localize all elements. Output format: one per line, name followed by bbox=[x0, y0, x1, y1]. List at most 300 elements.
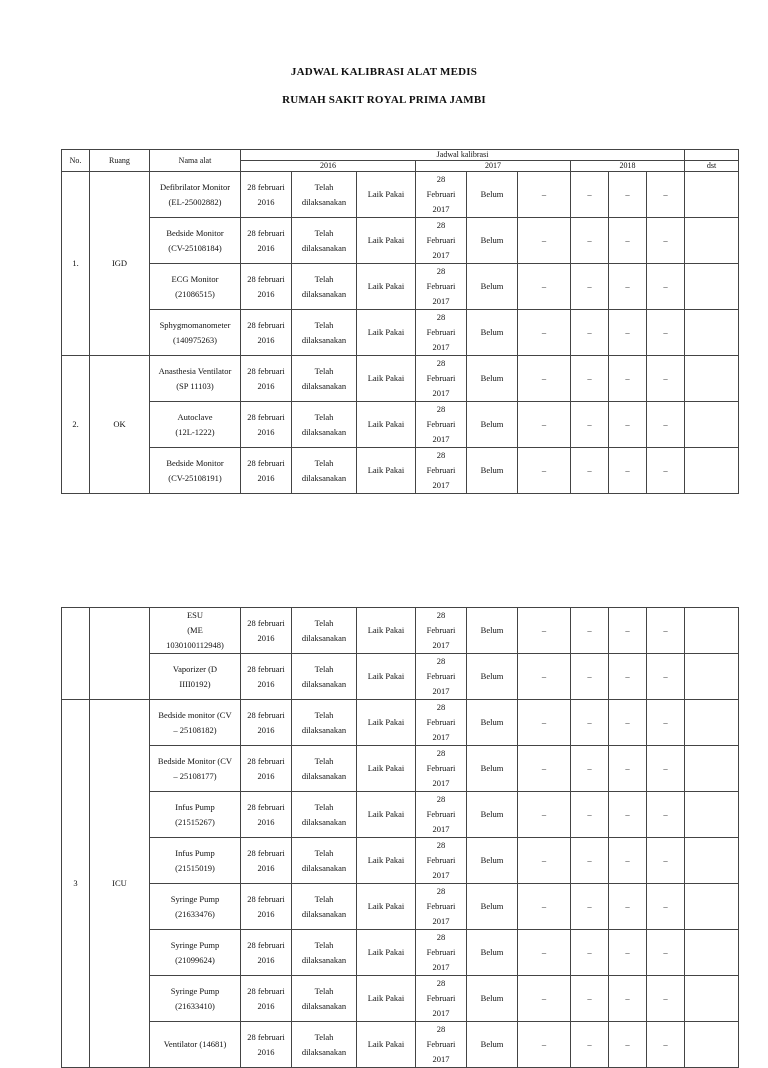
cell-dash: – bbox=[518, 792, 571, 838]
cell-dash: – bbox=[571, 448, 609, 494]
status-line: dilaksanakan bbox=[301, 380, 347, 391]
nama-alat-line: Bedside monitor (CV bbox=[158, 709, 232, 720]
date-line: 28 februari bbox=[247, 1031, 285, 1042]
cell-result: Laik Pakai bbox=[357, 310, 416, 356]
cell-dash: – bbox=[518, 1022, 571, 1068]
cell-dst-empty bbox=[685, 608, 739, 654]
cell-dash: – bbox=[609, 608, 647, 654]
cell-status-2017: Belum bbox=[467, 608, 518, 654]
date-line: 28 februari bbox=[247, 663, 285, 674]
nama-alat-line: (CV-25108184) bbox=[168, 242, 222, 253]
cell-dash: – bbox=[518, 264, 571, 310]
date-line: Februari bbox=[426, 419, 456, 429]
cell-dash: – bbox=[571, 792, 609, 838]
nama-alat-line: (21633476) bbox=[175, 908, 215, 919]
date-line: 28 bbox=[436, 312, 446, 322]
date-line: 28 bbox=[436, 702, 446, 712]
date-line: 28 bbox=[436, 610, 446, 620]
cell-date-2017 bbox=[416, 608, 467, 654]
cell-dst-empty bbox=[685, 1022, 739, 1068]
date-line: 2016 bbox=[257, 908, 275, 919]
cell-nama-alat bbox=[150, 700, 241, 746]
table-row bbox=[62, 218, 739, 264]
cell-dash: – bbox=[571, 218, 609, 264]
cell-dash: – bbox=[571, 172, 609, 218]
cell-dash: – bbox=[647, 356, 685, 402]
cell-dst-empty bbox=[685, 838, 739, 884]
cell-nama-alat bbox=[150, 356, 241, 402]
table-row bbox=[62, 838, 739, 884]
nama-alat-line: Bedside Monitor bbox=[166, 227, 224, 238]
date-line: 28 bbox=[436, 404, 446, 414]
nama-alat-line: (ME bbox=[187, 625, 203, 635]
date-line: Februari bbox=[426, 1039, 456, 1049]
date-line: 28 bbox=[436, 450, 446, 460]
nama-alat-line: Autoclave bbox=[177, 411, 213, 422]
header-year-2017: 2017 bbox=[416, 161, 571, 172]
cell-dash: – bbox=[609, 1022, 647, 1068]
cell-no: 3 bbox=[62, 700, 90, 1068]
cell-dst-empty bbox=[685, 448, 739, 494]
nama-alat-line: Bedside Monitor (CV bbox=[157, 755, 233, 766]
cell-dash: – bbox=[609, 792, 647, 838]
date-line: Februari bbox=[426, 189, 456, 199]
cell-dash: – bbox=[647, 402, 685, 448]
cell-nama-alat bbox=[150, 746, 241, 792]
cell-status-2017: Belum bbox=[467, 448, 518, 494]
cell-ruang: IGD bbox=[90, 172, 150, 356]
date-line: Februari bbox=[426, 671, 456, 681]
cell-dash: – bbox=[518, 172, 571, 218]
nama-alat-line: Infus Pump bbox=[175, 847, 215, 858]
cell-date-2017 bbox=[416, 838, 467, 884]
status-line: dilaksanakan bbox=[301, 816, 347, 827]
header-nama-alat: Nama alat bbox=[150, 150, 241, 172]
date-line: 28 februari bbox=[247, 985, 285, 996]
date-line: 2017 bbox=[432, 480, 450, 490]
nama-alat-line: Defibrilator Monitor bbox=[159, 181, 231, 192]
cell-dash: – bbox=[518, 838, 571, 884]
cell-result: Laik Pakai bbox=[357, 608, 416, 654]
nama-alat-line: (EL-25002882) bbox=[168, 196, 222, 207]
nama-alat-line: (21515267) bbox=[175, 816, 215, 827]
cell-status-2016 bbox=[292, 356, 357, 402]
cell-result: Laik Pakai bbox=[357, 264, 416, 310]
cell-date-2017 bbox=[416, 976, 467, 1022]
cell-no: 2. bbox=[62, 356, 90, 494]
cell-result: Laik Pakai bbox=[357, 838, 416, 884]
date-line: 28 februari bbox=[247, 365, 285, 376]
status-line: Telah bbox=[314, 411, 334, 422]
cell-dash: – bbox=[647, 448, 685, 494]
cell-status-2017: Belum bbox=[467, 930, 518, 976]
cell-status-2017: Belum bbox=[467, 264, 518, 310]
status-line: dilaksanakan bbox=[301, 632, 347, 643]
cell-dash: – bbox=[518, 448, 571, 494]
cell-nama-alat bbox=[150, 218, 241, 264]
cell-nama-alat bbox=[150, 1022, 241, 1068]
cell-result: Laik Pakai bbox=[357, 1022, 416, 1068]
cell-dash: – bbox=[571, 1022, 609, 1068]
cell-dash: – bbox=[609, 264, 647, 310]
status-line: Telah bbox=[314, 227, 334, 238]
date-line: 2016 bbox=[257, 288, 275, 299]
cell-nama-alat bbox=[150, 792, 241, 838]
cell-result: Laik Pakai bbox=[357, 884, 416, 930]
status-line: dilaksanakan bbox=[301, 1046, 347, 1057]
status-line: Telah bbox=[314, 709, 334, 720]
cell-dash: – bbox=[518, 356, 571, 402]
cell-dash: – bbox=[609, 930, 647, 976]
cell-result: Laik Pakai bbox=[357, 172, 416, 218]
nama-alat-line: Anasthesia Ventilator bbox=[158, 365, 232, 376]
date-line: Februari bbox=[426, 625, 456, 635]
nama-alat-line: Syringe Pump bbox=[170, 939, 220, 950]
cell-dash: – bbox=[518, 700, 571, 746]
header-blank bbox=[685, 150, 739, 161]
date-line: Februari bbox=[426, 373, 456, 383]
cell-date-2016 bbox=[241, 746, 292, 792]
nama-alat-line: ECG Monitor bbox=[171, 273, 219, 284]
date-line: 2016 bbox=[257, 678, 275, 689]
cell-dash: – bbox=[609, 448, 647, 494]
date-line: 28 februari bbox=[247, 755, 285, 766]
cell-status-2017: Belum bbox=[467, 838, 518, 884]
nama-alat-line: Ventilator (14681) bbox=[163, 1039, 227, 1049]
status-line: Telah bbox=[314, 181, 334, 192]
cell-date-2017 bbox=[416, 218, 467, 264]
cell-dash: – bbox=[518, 884, 571, 930]
date-line: Februari bbox=[426, 465, 456, 475]
cell-status-2017: Belum bbox=[467, 792, 518, 838]
date-line: 2017 bbox=[432, 204, 450, 214]
date-line: Februari bbox=[426, 947, 456, 957]
cell-status-2016 bbox=[292, 402, 357, 448]
date-line: 2016 bbox=[257, 472, 275, 483]
table-row bbox=[62, 792, 739, 838]
date-line: 28 bbox=[436, 748, 446, 758]
cell-dash: – bbox=[518, 608, 571, 654]
cell-dash: – bbox=[571, 310, 609, 356]
status-line: Telah bbox=[314, 663, 334, 674]
date-line: 2017 bbox=[432, 250, 450, 260]
status-line: Telah bbox=[314, 985, 334, 996]
nama-alat-line: Syringe Pump bbox=[170, 985, 220, 996]
date-line: 2016 bbox=[257, 770, 275, 781]
table-row bbox=[62, 746, 739, 792]
cell-dst-empty bbox=[685, 746, 739, 792]
cell-date-2016 bbox=[241, 700, 292, 746]
cell-date-2017 bbox=[416, 264, 467, 310]
cell-date-2017 bbox=[416, 356, 467, 402]
table-body bbox=[62, 608, 739, 1068]
cell-dst-empty bbox=[685, 172, 739, 218]
cell-status-2017: Belum bbox=[467, 1022, 518, 1068]
cell-date-2017 bbox=[416, 792, 467, 838]
cell-dash: – bbox=[609, 884, 647, 930]
nama-alat-line: 1030100112948) bbox=[166, 640, 224, 650]
cell-dst-empty bbox=[685, 884, 739, 930]
date-line: 28 februari bbox=[247, 617, 285, 628]
date-line: 2017 bbox=[432, 434, 450, 444]
cell-date-2017 bbox=[416, 448, 467, 494]
date-line: 2016 bbox=[257, 954, 275, 965]
date-line: Februari bbox=[426, 717, 456, 727]
cell-dst-empty bbox=[685, 792, 739, 838]
status-line: Telah bbox=[314, 457, 334, 468]
cell-status-2017: Belum bbox=[467, 746, 518, 792]
date-line: 28 bbox=[436, 1024, 446, 1034]
date-line: 2016 bbox=[257, 724, 275, 735]
date-line: 2016 bbox=[257, 196, 275, 207]
cell-status-2016 bbox=[292, 838, 357, 884]
table-row bbox=[62, 264, 739, 310]
table-row bbox=[62, 310, 739, 356]
date-line: 28 bbox=[436, 840, 446, 850]
date-line: 28 bbox=[436, 174, 446, 184]
cell-date-2016 bbox=[241, 792, 292, 838]
cell-dash: – bbox=[609, 356, 647, 402]
cell-dash: – bbox=[647, 700, 685, 746]
cell-dst-empty bbox=[685, 218, 739, 264]
cell-status-2016 bbox=[292, 172, 357, 218]
status-line: Telah bbox=[314, 1031, 334, 1042]
date-line: 28 februari bbox=[247, 801, 285, 812]
cell-date-2016 bbox=[241, 310, 292, 356]
cell-dash: – bbox=[571, 930, 609, 976]
cell-dash: – bbox=[647, 264, 685, 310]
date-line: 2016 bbox=[257, 426, 275, 437]
table-row bbox=[62, 976, 739, 1022]
cell-date-2017 bbox=[416, 654, 467, 700]
cell-dash: – bbox=[647, 838, 685, 884]
status-line: dilaksanakan bbox=[301, 426, 347, 437]
cell-dash: – bbox=[571, 838, 609, 884]
status-line: dilaksanakan bbox=[301, 954, 347, 965]
cell-nama-alat bbox=[150, 930, 241, 976]
nama-alat-line: (21515019) bbox=[175, 862, 215, 873]
cell-date-2016 bbox=[241, 976, 292, 1022]
date-line: 2016 bbox=[257, 1000, 275, 1011]
cell-ruang: OK bbox=[90, 356, 150, 494]
cell-dash: – bbox=[518, 976, 571, 1022]
date-line: 2017 bbox=[432, 1008, 450, 1018]
status-line: Telah bbox=[314, 319, 334, 330]
cell-status-2016 bbox=[292, 792, 357, 838]
cell-date-2016 bbox=[241, 608, 292, 654]
cell-date-2016 bbox=[241, 356, 292, 402]
cell-dash: – bbox=[647, 172, 685, 218]
cell-dst-empty bbox=[685, 356, 739, 402]
status-line: Telah bbox=[314, 801, 334, 812]
cell-status-2017: Belum bbox=[467, 654, 518, 700]
date-line: 28 februari bbox=[247, 319, 285, 330]
cell-date-2017 bbox=[416, 1022, 467, 1068]
date-line: 28 bbox=[436, 886, 446, 896]
cell-date-2016 bbox=[241, 264, 292, 310]
cell-no bbox=[62, 608, 90, 700]
status-line: dilaksanakan bbox=[301, 678, 347, 689]
date-line: 2017 bbox=[432, 296, 450, 306]
status-line: dilaksanakan bbox=[301, 288, 347, 299]
table-row bbox=[62, 402, 739, 448]
date-line: 2016 bbox=[257, 1046, 275, 1057]
calibration-table-page-1 bbox=[61, 149, 739, 494]
nama-alat-line: Sphygmomanometer bbox=[159, 319, 231, 330]
cell-date-2016 bbox=[241, 838, 292, 884]
cell-dash: – bbox=[647, 792, 685, 838]
cell-dash: – bbox=[571, 356, 609, 402]
cell-result: Laik Pakai bbox=[357, 654, 416, 700]
cell-status-2017: Belum bbox=[467, 310, 518, 356]
cell-date-2017 bbox=[416, 930, 467, 976]
table-row bbox=[62, 608, 739, 654]
table-row bbox=[62, 884, 739, 930]
cell-result: Laik Pakai bbox=[357, 218, 416, 264]
cell-dash: – bbox=[609, 218, 647, 264]
cell-date-2017 bbox=[416, 402, 467, 448]
cell-dash: – bbox=[571, 608, 609, 654]
cell-date-2016 bbox=[241, 930, 292, 976]
cell-date-2016 bbox=[241, 884, 292, 930]
cell-dash: – bbox=[609, 402, 647, 448]
cell-dash: – bbox=[571, 402, 609, 448]
cell-result: Laik Pakai bbox=[357, 792, 416, 838]
header-jadwal-kalibrasi: Jadwal kalibrasi bbox=[241, 150, 685, 161]
cell-date-2017 bbox=[416, 746, 467, 792]
date-line: Februari bbox=[426, 901, 456, 911]
cell-dash: – bbox=[518, 654, 571, 700]
cell-dash: – bbox=[647, 746, 685, 792]
cell-status-2017: Belum bbox=[467, 976, 518, 1022]
cell-result: Laik Pakai bbox=[357, 746, 416, 792]
cell-status-2016 bbox=[292, 700, 357, 746]
date-line: 28 februari bbox=[247, 457, 285, 468]
cell-status-2016 bbox=[292, 264, 357, 310]
date-line: Februari bbox=[426, 763, 456, 773]
cell-dash: – bbox=[609, 746, 647, 792]
cell-status-2017: Belum bbox=[467, 172, 518, 218]
cell-dst-empty bbox=[685, 654, 739, 700]
status-line: Telah bbox=[314, 273, 334, 284]
cell-status-2016 bbox=[292, 746, 357, 792]
cell-dash: – bbox=[518, 930, 571, 976]
nama-alat-line: – 25108182) bbox=[173, 724, 217, 735]
date-line: Februari bbox=[426, 855, 456, 865]
cell-dash: – bbox=[609, 700, 647, 746]
cell-dst-empty bbox=[685, 700, 739, 746]
cell-status-2016 bbox=[292, 608, 357, 654]
status-line: Telah bbox=[314, 847, 334, 858]
nama-alat-line: Infus Pump bbox=[175, 801, 215, 812]
date-line: 28 bbox=[436, 932, 446, 942]
date-line: 2016 bbox=[257, 334, 275, 345]
cell-status-2016 bbox=[292, 976, 357, 1022]
date-line: Februari bbox=[426, 281, 456, 291]
date-line: 28 bbox=[436, 794, 446, 804]
status-line: dilaksanakan bbox=[301, 196, 347, 207]
date-line: 28 februari bbox=[247, 847, 285, 858]
date-line: 2017 bbox=[432, 342, 450, 352]
cell-dash: – bbox=[647, 976, 685, 1022]
date-line: 2017 bbox=[432, 962, 450, 972]
status-line: dilaksanakan bbox=[301, 770, 347, 781]
cell-date-2017 bbox=[416, 172, 467, 218]
status-line: dilaksanakan bbox=[301, 472, 347, 483]
cell-dash: – bbox=[609, 976, 647, 1022]
date-line: 2016 bbox=[257, 632, 275, 643]
cell-status-2016 bbox=[292, 1022, 357, 1068]
table-row bbox=[62, 356, 739, 402]
nama-alat-line: Bedside Monitor bbox=[166, 457, 224, 468]
cell-nama-alat bbox=[150, 448, 241, 494]
table-body bbox=[62, 172, 739, 494]
cell-status-2016 bbox=[292, 884, 357, 930]
date-line: 2017 bbox=[432, 686, 450, 696]
status-line: dilaksanakan bbox=[301, 334, 347, 345]
cell-date-2016 bbox=[241, 402, 292, 448]
cell-date-2017 bbox=[416, 700, 467, 746]
cell-date-2016 bbox=[241, 172, 292, 218]
date-line: 28 februari bbox=[247, 273, 285, 284]
cell-dash: – bbox=[571, 884, 609, 930]
cell-status-2017: Belum bbox=[467, 884, 518, 930]
header-year-2016: 2016 bbox=[241, 161, 416, 172]
cell-dash: – bbox=[609, 654, 647, 700]
cell-status-2017: Belum bbox=[467, 356, 518, 402]
nama-alat-line: IIII0192) bbox=[179, 678, 211, 689]
cell-dash: – bbox=[571, 654, 609, 700]
date-line: 2016 bbox=[257, 242, 275, 253]
date-line: 28 februari bbox=[247, 709, 285, 720]
cell-dash: – bbox=[518, 402, 571, 448]
date-line: 2017 bbox=[432, 388, 450, 398]
date-line: Februari bbox=[426, 327, 456, 337]
cell-dash: – bbox=[647, 1022, 685, 1068]
status-line: dilaksanakan bbox=[301, 908, 347, 919]
cell-dash: – bbox=[609, 838, 647, 884]
cell-dst-empty bbox=[685, 930, 739, 976]
cell-dash: – bbox=[571, 976, 609, 1022]
date-line: 2016 bbox=[257, 862, 275, 873]
date-line: 28 bbox=[436, 266, 446, 276]
cell-dst-empty bbox=[685, 264, 739, 310]
status-line: Telah bbox=[314, 365, 334, 376]
nama-alat-line: (21633410) bbox=[175, 1000, 215, 1011]
calibration-table-page-2 bbox=[61, 607, 739, 1068]
header-year-2018: 2018 bbox=[571, 161, 685, 172]
nama-alat-line: (140975263) bbox=[173, 334, 217, 345]
cell-dash: – bbox=[647, 654, 685, 700]
date-line: 28 februari bbox=[247, 227, 285, 238]
cell-status-2017: Belum bbox=[467, 402, 518, 448]
nama-alat-line: (12L-1222) bbox=[175, 426, 215, 437]
date-line: 2017 bbox=[432, 916, 450, 926]
cell-dash: – bbox=[647, 218, 685, 264]
hospital-name: RUMAH SAKIT ROYAL PRIMA JAMBI bbox=[282, 94, 486, 106]
date-line: 28 februari bbox=[247, 939, 285, 950]
date-line: 2017 bbox=[432, 732, 450, 742]
table-row bbox=[62, 1022, 739, 1068]
cell-dash: – bbox=[571, 264, 609, 310]
cell-dash: – bbox=[609, 310, 647, 356]
date-line: 28 bbox=[436, 358, 446, 368]
cell-status-2016 bbox=[292, 310, 357, 356]
cell-status-2016 bbox=[292, 654, 357, 700]
date-line: 2016 bbox=[257, 816, 275, 827]
cell-nama-alat bbox=[150, 838, 241, 884]
date-line: Februari bbox=[426, 809, 456, 819]
